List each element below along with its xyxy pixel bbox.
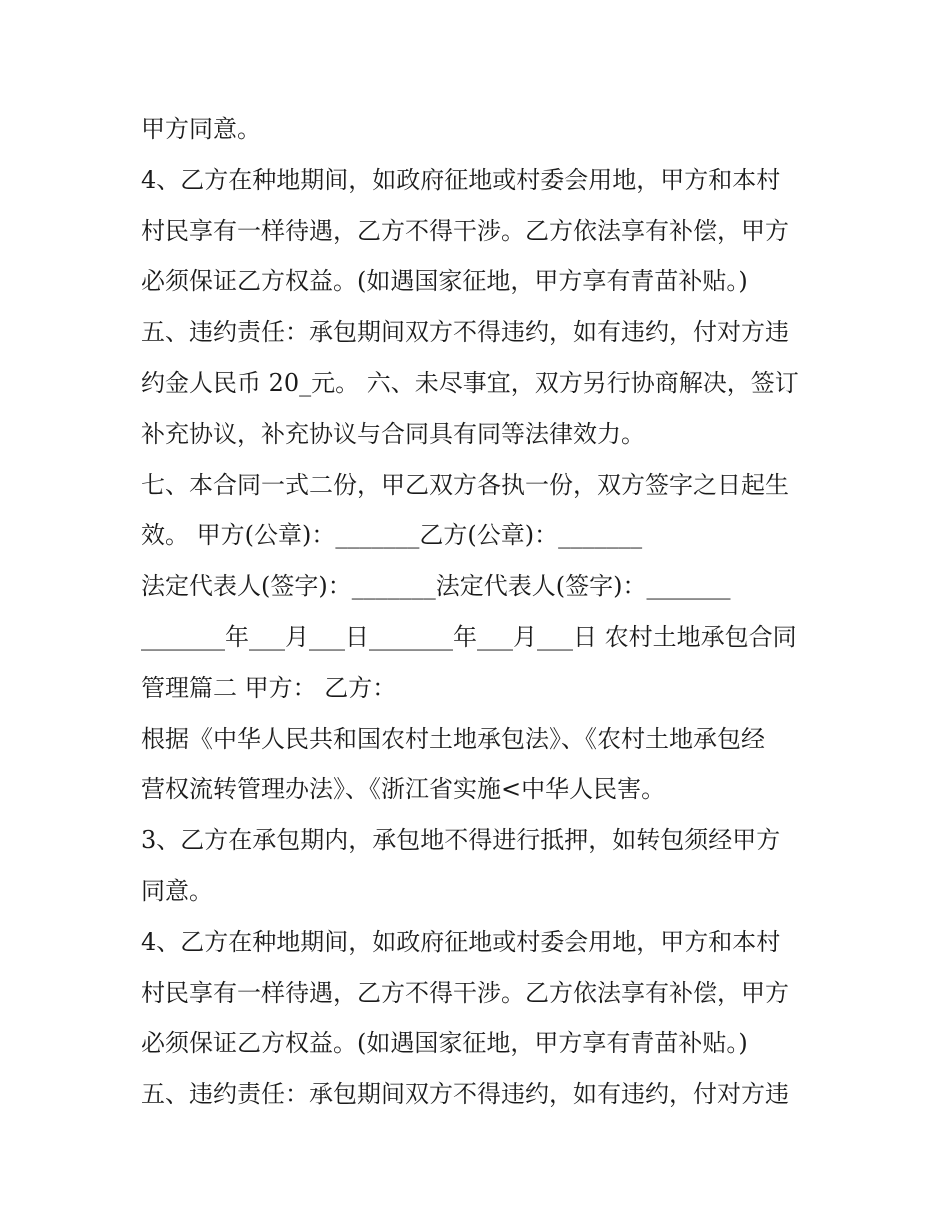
text-line: 五、违约责任：承包期间双方不得违约，如有违约，付对方违 [141, 1080, 789, 1109]
text-line: 必须保证乙方权益。(如遇国家征地，甲方享有青苗补贴。) [141, 1029, 748, 1058]
text-line: 管理篇二 甲方： 乙方： [141, 673, 397, 702]
text-line: 同意。 [141, 876, 213, 905]
text-line: 3、乙方在承包期内，承包地不得进行抵押，如转包须经甲方 [141, 826, 781, 855]
text-line: 营权流转管理办法》、《浙江省实施<中华人民害。 [141, 775, 666, 804]
text-line: 效。 甲方(公章)：_______乙方(公章)：_______ [141, 521, 643, 550]
text-line: 根据《中华人民共和国农村土地承包法》、《农村土地承包经 [141, 724, 765, 753]
text-line: 4、乙方在种地期间，如政府征地或村委会用地，甲方和本村 [141, 165, 781, 194]
text-line: 七、本合同一式二份，甲乙双方各执一份，双方签字之日起生 [141, 470, 789, 499]
text-line: 约金人民币 20_元。 六、未尽事宜，双方另行协商解决，签订 [141, 368, 799, 397]
text-line: 甲方同意。 [141, 115, 261, 143]
text-line: 法定代表人(签字)：_______法定代表人(签字)：_______ [141, 572, 731, 601]
text-line: 4、乙方在种地期间，如政府征地或村委会用地，甲方和本村 [141, 927, 781, 956]
text-line: _______年___月___日_______年___月___日 农村土地承包合同 [141, 622, 797, 651]
document-body [141, 104, 821, 1120]
text-line: 必须保证乙方权益。(如遇国家征地，甲方享有青苗补贴。) [141, 267, 748, 296]
text-line: 村民享有一样待遇，乙方不得干涉。乙方依法享有补偿，甲方 [141, 216, 789, 245]
text-line: 五、违约责任：承包期间双方不得违约，如有违约，付对方违 [141, 318, 789, 347]
text-line: 村民享有一样待遇，乙方不得干涉。乙方依法享有补偿，甲方 [141, 978, 789, 1007]
text-line: 补充协议，补充协议与合同具有同等法律效力。 [141, 419, 645, 448]
